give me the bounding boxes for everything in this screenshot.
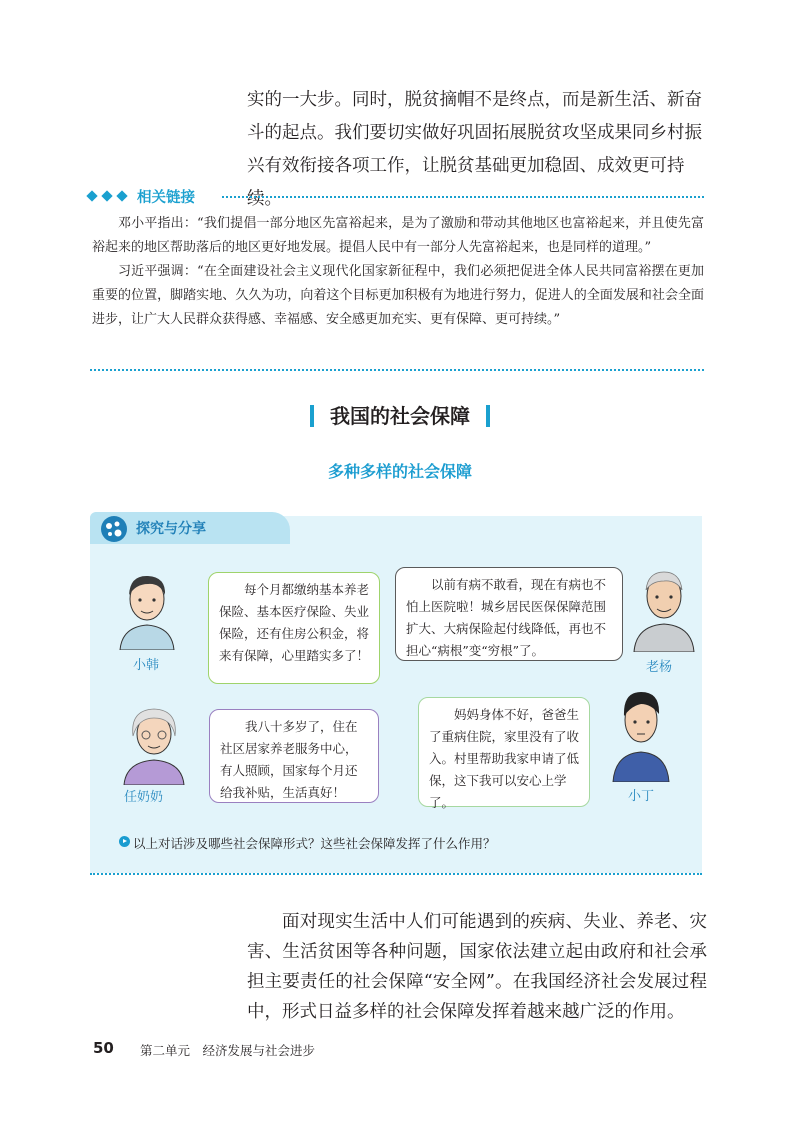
speaker-name-grandma-ren: 任奶奶 — [124, 790, 164, 805]
related-links-top-divider — [222, 196, 704, 198]
explore-panel-bottom-divider — [90, 873, 702, 875]
diamond-bullet-icon — [86, 190, 97, 201]
play-arrow-icon — [119, 836, 130, 847]
title-bar-left — [310, 405, 314, 427]
related-links-body — [92, 212, 704, 332]
quote-deng: 邓小平指出：“我们提倡一部分地区先富裕起来，是为了激励和带动其他地区也富裕起来，并且使先富裕起来的地区帮助落后的地区更好地发展。提倡人民中有一部分人先富裕起来，也是同样的道理。” — [92, 216, 704, 255]
title-bar-right — [486, 405, 490, 427]
speech-bubble-xiaohan: 每个月都缴纳基本养老保险、基本医疗保险、失业保险，还有住房公积金，将来有保障，心里踏实多了！ — [208, 572, 380, 684]
speaker-name-laoyang: 老杨 — [646, 660, 673, 675]
body-paragraph-top: 实的一大步。同时，脱贫摘帽不是终点，而是新生活、新奋斗的起点。我们要切实做好巩固拓展脱贫攻坚成果同乡村振兴有效衔接各项工作，让脱贫基础更加稳固、成效更可持续。 — [247, 90, 702, 209]
explore-icon — [99, 514, 129, 544]
explore-panel-title: 探究与分享 — [136, 521, 206, 537]
speaker-name-xiaoding: 小丁 — [628, 789, 655, 804]
section-title: 我国的社会保障 — [0, 400, 800, 429]
grandma-ren-avatar — [118, 700, 190, 785]
running-footer: 第二单元 经济发展与社会进步 — [140, 1043, 316, 1058]
discussion-question: 以上对话涉及哪些社会保障形式？这些社会保障发挥了什么作用？ — [133, 836, 496, 851]
quote-xi: 习近平强调：“在全面建设社会主义现代化国家新征程中，我们必须把促进全体人民共同富裕摆在更加重要的位置，脚踏实地、久久为功，向着这个目标更加积极有为地进行努力，促进人的全面发展和社会全面进步，让广大人民群众获得感、幸福感、安全感更加充实、更有保障、更可持续。” — [92, 264, 704, 327]
subsection-title: 多种多样的社会保障 — [327, 462, 472, 481]
speech-bubble-laoyang: 以前有病不敢看，现在有病也不怕上医院啦！城乡居民医保保障范围扩大、大病保险起付线降低，再也不担心“病根”变“穷根”了。 — [395, 567, 623, 661]
related-links-bottom-divider — [90, 369, 704, 371]
body-paragraph-bottom: 面对现实生活中人们可能遇到的疾病、失业、养老、灾害、生活贫困等各种问题，国家依法建立起由政府和社会承担主要责任的社会保障“安全网”。在我国经济社会发展过程中，形式日益多样的社会保障发挥着越来越广泛的作用。 — [247, 912, 707, 1022]
related-links-title: 相关链接 — [137, 189, 195, 206]
page-number: 50 — [93, 1039, 114, 1057]
laoyang-avatar — [628, 560, 700, 652]
speech-bubble-grandma-ren: 我八十多岁了，住在社区居家养老服务中心，有人照顾，国家每个月还给我补贴，生活真好！ — [209, 709, 379, 803]
related-links-header — [88, 186, 195, 206]
speech-bubble-xiaoding: 妈妈身体不好，爸爸生了重病住院，家里没有了收入。村里帮助我家申请了低保，这下我可以安心上学了。 — [418, 697, 590, 807]
diamond-bullet-icon — [116, 190, 127, 201]
xiaohan-avatar — [112, 565, 182, 650]
xiaoding-avatar — [605, 678, 677, 782]
diamond-bullet-icon — [101, 190, 112, 201]
speaker-name-xiaohan: 小韩 — [133, 658, 160, 673]
